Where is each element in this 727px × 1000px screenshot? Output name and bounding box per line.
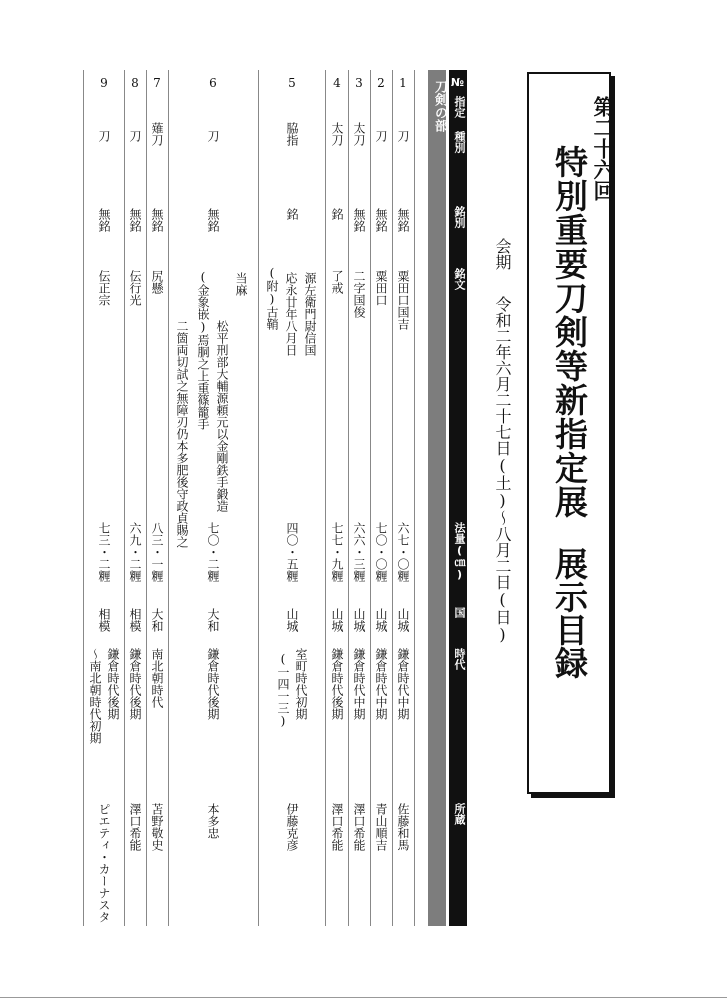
entry-period: 鎌倉時代後期 [128, 648, 142, 720]
entry-province: 山城 [285, 608, 299, 632]
entry-province: 大和 [206, 608, 220, 632]
row-divider [392, 70, 393, 926]
entry-inscription: 尻懸 [150, 270, 164, 294]
entry-signature-type: 銘 [285, 208, 299, 220]
entry-province: 山城 [352, 608, 366, 632]
title-subtitle: 第二十六回 [591, 96, 616, 201]
entry-inscription-line: (附)古鞘 [265, 266, 279, 330]
entry-length: 七〇・〇糎 [374, 522, 388, 582]
entry-inscription-line: 二箇両切試之無障刃仍本多肥後守政貞賜之 [175, 320, 189, 548]
entry-length: 七三・二糎 [97, 522, 111, 582]
entry-no: 8 [128, 76, 142, 90]
header-designation-type: 指定 種別 [453, 96, 466, 153]
entry-owner: 佐藤和馬 [396, 803, 410, 851]
row-divider [124, 70, 125, 926]
entry-inscription: 伝正宗 [97, 270, 111, 306]
entry-inscription-line: 当麻 [234, 272, 248, 296]
column-header-bar [449, 70, 467, 926]
entry-length: 七七・九糎 [330, 522, 344, 582]
entry-period: 鎌倉時代中期 [374, 648, 388, 720]
header-no: № [451, 76, 464, 89]
row-divider [146, 70, 147, 926]
entry-owner: 澤口希能 [128, 803, 142, 851]
header-inscription: 銘文 [453, 268, 466, 290]
entry-signature-type: 無銘 [97, 208, 111, 232]
entry-owner: 伊藤克彦 [285, 803, 299, 851]
entry-inscription-line: 応永廿年八月日 [284, 272, 298, 356]
entry-province: 大和 [150, 608, 164, 632]
entry-province: 山城 [330, 608, 344, 632]
entry-owner: 苫野敬史 [150, 803, 164, 851]
entry-period: 鎌倉時代中期 [396, 648, 410, 720]
entry-inscription: 粟田口国吉 [396, 270, 410, 330]
section-label-swords: 刀剣の部 [432, 80, 447, 132]
entry-type: 太刀 [352, 122, 366, 146]
entry-signature-type: 無銘 [352, 208, 366, 232]
entry-inscription: 伝行光 [128, 270, 142, 306]
entry-type: 刀 [206, 130, 220, 142]
entry-inscription-line: (金象嵌)焉胴之上重篠籠手 [196, 270, 210, 430]
row-divider [258, 70, 259, 926]
row-divider [414, 70, 415, 926]
entry-period: 室町時代初期 [294, 648, 308, 720]
entry-no: 6 [206, 76, 220, 90]
entry-inscription: 了戒 [330, 270, 344, 294]
entry-signature-type: 無銘 [396, 208, 410, 232]
header-period: 時代 [453, 648, 466, 670]
entry-no: 1 [396, 76, 410, 90]
header-signature-type: 銘別 [453, 206, 466, 228]
row-divider [168, 70, 169, 926]
entry-length: 八三・一糎 [150, 522, 164, 582]
entry-owner: ピエティ・カーナスタ [97, 803, 111, 923]
entry-inscription-line: 源左衛門尉信国 [303, 272, 317, 356]
entry-signature-type: 無銘 [206, 208, 220, 232]
row-divider [325, 70, 326, 926]
entry-signature-type: 無銘 [150, 208, 164, 232]
entry-length: 四〇・五糎 [285, 522, 299, 582]
entry-period: 鎌倉時代中期 [352, 648, 366, 720]
entry-owner: 澤口希能 [330, 803, 344, 851]
entry-inscription-line: 松平刑部大輔源頼元以金剛鉄手鍛造 [215, 320, 229, 512]
entry-type: 刀 [396, 130, 410, 142]
entry-province: 山城 [396, 608, 410, 632]
entry-no: 5 [285, 76, 299, 90]
title-exhibit-catalog: 展示目録 [550, 547, 589, 679]
row-divider [348, 70, 349, 926]
entry-type: 薙刀 [150, 122, 164, 146]
header-owner: 所蔵 [453, 803, 466, 825]
entry-period-line: 〜南北朝時代初期 [88, 648, 102, 744]
row-divider [83, 70, 84, 926]
entry-province: 山城 [374, 608, 388, 632]
entry-type: 刀 [128, 130, 142, 142]
entry-province: 相模 [97, 608, 111, 632]
period-label: 会期 [493, 238, 512, 270]
entry-type: 脇指 [285, 122, 299, 146]
entry-owner: 青山順吉 [374, 803, 388, 851]
entry-type: 刀 [374, 130, 388, 142]
entry-inscription: 粟田口 [374, 270, 388, 306]
header-province: 国 [453, 607, 466, 618]
entry-signature-type: 無銘 [374, 208, 388, 232]
period-value: 令和二年六月二十七日(土)〜八月二日(日) [493, 296, 512, 644]
title-main: 特別重要刀剣等新指定展 [550, 145, 589, 519]
entry-owner: 本多忠 [206, 803, 220, 839]
entry-province: 相模 [128, 608, 142, 632]
entry-no: 4 [330, 76, 344, 90]
page-bottom-rule [0, 997, 727, 998]
entry-length: 六九・二糎 [128, 522, 142, 582]
entry-owner: 澤口希能 [352, 803, 366, 851]
row-divider [370, 70, 371, 926]
entry-period: 南北朝時代 [150, 648, 164, 708]
entry-period: 鎌倉時代後期 [106, 648, 120, 720]
entry-no: 7 [150, 76, 164, 90]
header-measurement: 法量(㎝) [453, 522, 466, 581]
entry-length: 六七・〇糎 [396, 522, 410, 582]
entry-type: 刀 [97, 130, 111, 142]
entry-inscription: 二字国俊 [352, 270, 366, 318]
entry-period: 鎌倉時代後期 [330, 648, 344, 720]
entry-no: 2 [374, 76, 388, 90]
entry-period: 鎌倉時代後期 [206, 648, 220, 720]
entry-signature-type: 無銘 [128, 208, 142, 232]
section-bar [428, 70, 446, 926]
entry-signature-type: 銘 [330, 208, 344, 220]
entry-type: 太刀 [330, 122, 344, 146]
entry-no: 9 [97, 76, 111, 90]
entry-length: 六六・三糎 [352, 522, 366, 582]
entry-no: 3 [352, 76, 366, 90]
entry-length: 七〇・二糎 [206, 522, 220, 582]
entry-period-year: (一四一三) [276, 652, 290, 728]
